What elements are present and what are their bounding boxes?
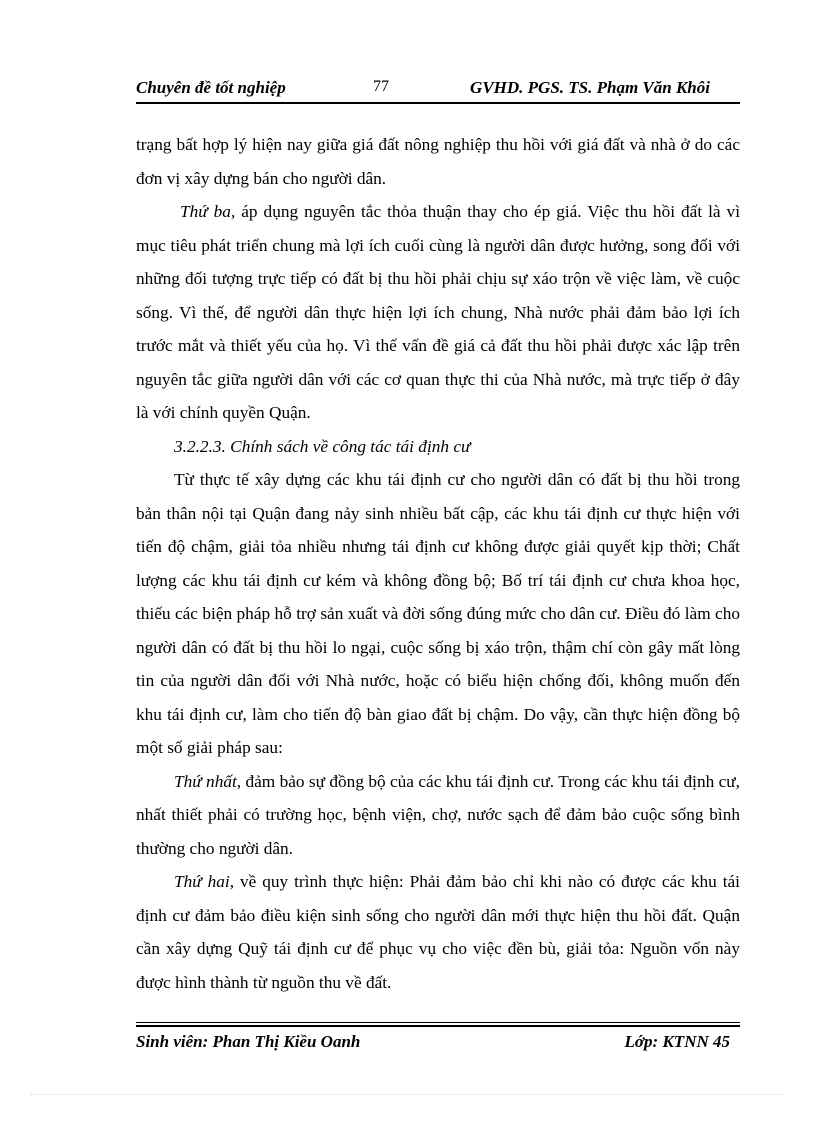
- paragraph-2-lead: Thứ ba: [180, 202, 231, 221]
- paragraph-2: [136, 195, 740, 430]
- paragraph-4-text: , đảm bảo sự đồng bộ của các khu tái định cư. Trong các khu tái định cư, nhất thiết phải có trường học, bệnh viện, chợ, nước sạch để đảm bảo cuộc sống bình thường cho người dân.: [136, 771, 740, 858]
- paragraph-4: [136, 765, 740, 866]
- page-footer: [136, 1022, 740, 1055]
- footer-row: [136, 1027, 740, 1055]
- page-number: 77: [373, 78, 389, 95]
- paragraph-5-text: , về quy trình thực hiện: Phải đảm bảo chỉ khi nào có được các khu tái định cư đảm bảo điều kiện sinh sống cho người dân mới thực hiện thu hồi đất. Quận cần xây dựng Quỹ tái định cư để phục vụ cho việc đền bù, giải tỏa: Nguồn vốn này được hình thành từ nguồn thu về đất.: [136, 872, 740, 992]
- page-header: [136, 74, 740, 104]
- paragraph-5-lead: Thứ hai: [174, 872, 230, 891]
- paragraph-3: Từ thực tế xây dựng các khu tái định cư cho người dân có đất bị thu hồi trong bản thân nội tại Quận đang nảy sinh nhiều bất cập, các khu tái định cư thực hiện với tiến độ chậm, giải tỏa nhiều nhưng tái định cư không được giải quyết kịp thời; Chất lượng các khu tái định cư kém và không đồng bộ; Bố trí tái định cư chưa khoa học, thiếu các biện pháp hỗ trợ sản xuất và đời sống đúng mức cho dân cư. Điều đó làm cho người dân có đất bị thu hồi lo ngại, cuộc sống bị xáo trộn, thậm chí còn gây mất lòng tin của người dân đối với Nhà nước, hoặc có biểu hiện chống đối, không muốn đến khu tái định cư, làm cho tiến độ bàn giao đất bị chậm. Do vậy, cần thực hiện đồng bộ một số giải pháp sau:: [136, 470, 740, 757]
- section-heading: [136, 430, 740, 464]
- class-name: Lớp: KTNN 45: [624, 1032, 730, 1051]
- paragraph-2-text: , áp dụng nguyên tắc thỏa thuận thay cho ép giá. Việc thu hồi đất là vì mục tiêu phát triển chung mà lợi ích cuối cùng là người dân được hưởng, song đối với những đối tượng trực tiếp có đất bị thu hồi phải chịu sự xáo trộn về việc làm, về cuộc sống. Vì thế, để người dân thực hiện lợi ích chung, Nhà nước phải đảm bảo lợi ích trước mắt và thiết yếu của họ. Vì thế vấn đề giá cả đất thu hồi phải được xác lập trên nguyên tắc giữa người dân với các cơ quan thực thi của Nhà nước, mà trực tiếp ở đây là với chính quyền Quận.: [136, 202, 741, 422]
- paragraph-1: trạng bất hợp lý hiện nay giữa giá đất nông nghiệp thu hồi với giá đất và nhà ở do các đơn vị xây dựng bán cho người dân.: [136, 135, 740, 188]
- paragraph-4-lead: Thứ nhất: [174, 771, 237, 791]
- page-edge-divider: [30, 1094, 786, 1095]
- section-heading-text: 3.2.2.3. Chính sách về công tác tái định cư: [174, 436, 471, 456]
- supervisor-name: GVHD. PGS. TS. Phạm Văn Khôi: [470, 78, 710, 97]
- paragraph-5: [136, 865, 740, 999]
- document-title: Chuyên đề tốt nghiệp: [136, 78, 286, 97]
- student-name: Sinh viên: Phan Thị Kiều Oanh: [136, 1032, 361, 1051]
- page-body: [136, 128, 740, 999]
